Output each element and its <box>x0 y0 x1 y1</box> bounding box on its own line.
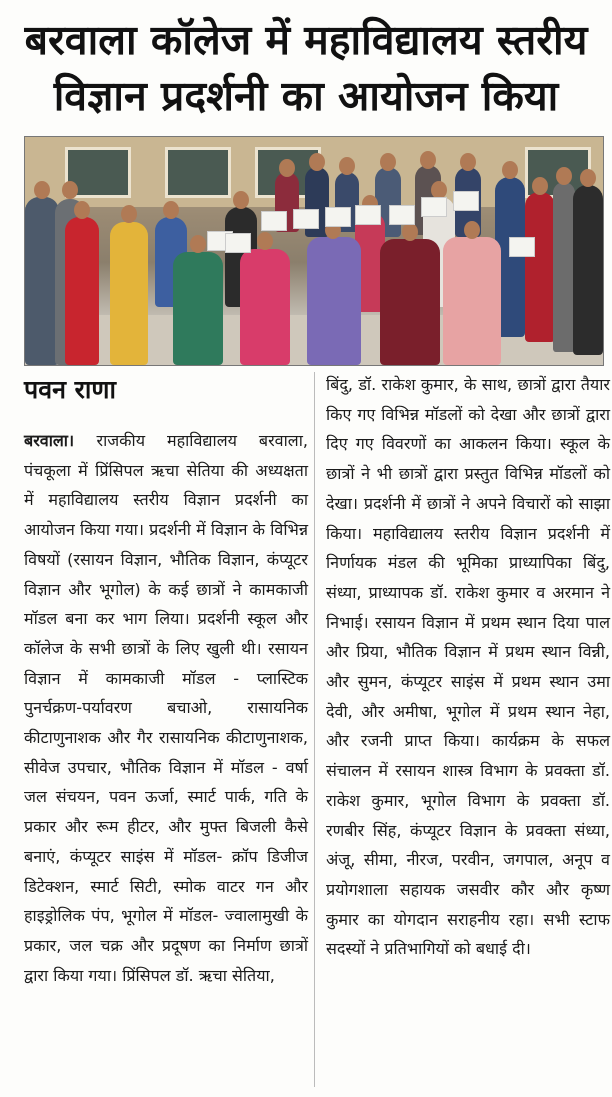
headline <box>0 0 612 130</box>
article-column-left <box>24 426 308 1086</box>
article-column-right <box>326 370 610 1090</box>
byline-author: पवन राणा <box>24 375 116 404</box>
headline-line-2: विज्ञान प्रदर्शनी का आयोजन किया <box>53 72 559 120</box>
article-text-left: राजकीय महाविद्यालय बरवाला, पंचकूला में प्रिंसिपल ऋचा सेतिया की अध्यक्षता में महाविद्यालय स्तरीय विज्ञान प्रदर्शनी का आयोजन किया गया। प्रदर्शनी में विज्ञान के विभिन्न विषयों (रसायन विज्ञान, भौतिक विज्ञान, कंप्यूटर विज्ञान और भूगोल) के कई छात्रों ने कामकाजी मॉडल बना कर भाग लिया। प्रदर्शनी स्कूल और कॉलेज के सभी छात्रों के लिए खुली थी। रसायन विज्ञान में कामकाजी मॉडल - प्लास्टिक पुनर्चक्रण-पर्यावरण बचाओ, रासायनिक कीटाणुनाशक और गैर रासायनिक कीटाणुनाशक, सीवेज उपचार, भौतिक विज्ञान में मॉडल - वर्षा जल संचयन, पवन ऊर्जा, स्मार्ट पार्क, गति के प्रकार और रूम हीटर, और मुफ्त बिजली कैसे बनाएं, कंप्यूटर साइंस में मॉडल- क्रॉप डिजीज डिटेक्शन, स्मार्ट सिटी, स्मोक वाटर गन और हाइड्रोलिक पंप, भूगोल में मॉडल- ज्वालामुखी के प्रकार, जल चक्र और प्रदूषण का निर्माण छात्रों द्वारा किया गया। प्रिंसिपल डॉ. ऋचा सेतिया, <box>24 431 308 985</box>
column-divider <box>314 372 315 1087</box>
headline-line-1: बरवाला कॉलेज में महाविद्यालय स्तरीय <box>24 16 588 64</box>
article-text-right: बिंदु, डॉ. राकेश कुमार, के साथ, छात्रों द्वारा तैयार किए गए विभिन्न मॉडलों को देखा और छात्रों द्वारा दिए गए विवरणों का आकलन किया। स्कूल के छात्रों ने भी छात्रों द्वारा प्रस्तुत विभिन्न मॉडलों को देखा। प्रदर्शनी में छात्रों ने अपने विचारों को साझा किया। महाविद्यालय स्तरीय विज्ञान प्रदर्शनी में निर्णायक मंडल की भूमिका प्राध्यापिका बिंदु, संध्या, प्राध्यापक डॉ. राकेश कुमार व अरमान ने निभाई। रसायन विज्ञान में प्रथम स्थान दिया पाल और प्रिया, भौतिक विज्ञान में प्रथम स्थान विन्नी, और सुमन, कंप्यूटर साइंस में प्रथम स्थान उमा देवी, और अमीषा, भूगोल में प्रथम स्थान नेहा, और रजनी प्राप्त किया। कार्यक्रम के सफल संचालन में रसायन शास्त्र विभाग के प्रवक्ता डॉ. राकेश कुमार, भूगोल विभाग के प्रवक्ता डॉ. रणबीर सिंह, कंप्यूटर विज्ञान के प्रवक्ता संध्या, अंजू, सीमा, नीरज, परवीन, जगपाल, अनूप व प्रयोगशाला सहायक जसवीर कौर और कृष्ण कुमार का योगदान सराहनीय रहा। सभी स्टाफ सदस्यों ने प्रतिभागियों को बधाई दी। <box>326 375 610 959</box>
group-photo <box>24 136 604 366</box>
dateline: बरवाला। <box>24 431 97 450</box>
